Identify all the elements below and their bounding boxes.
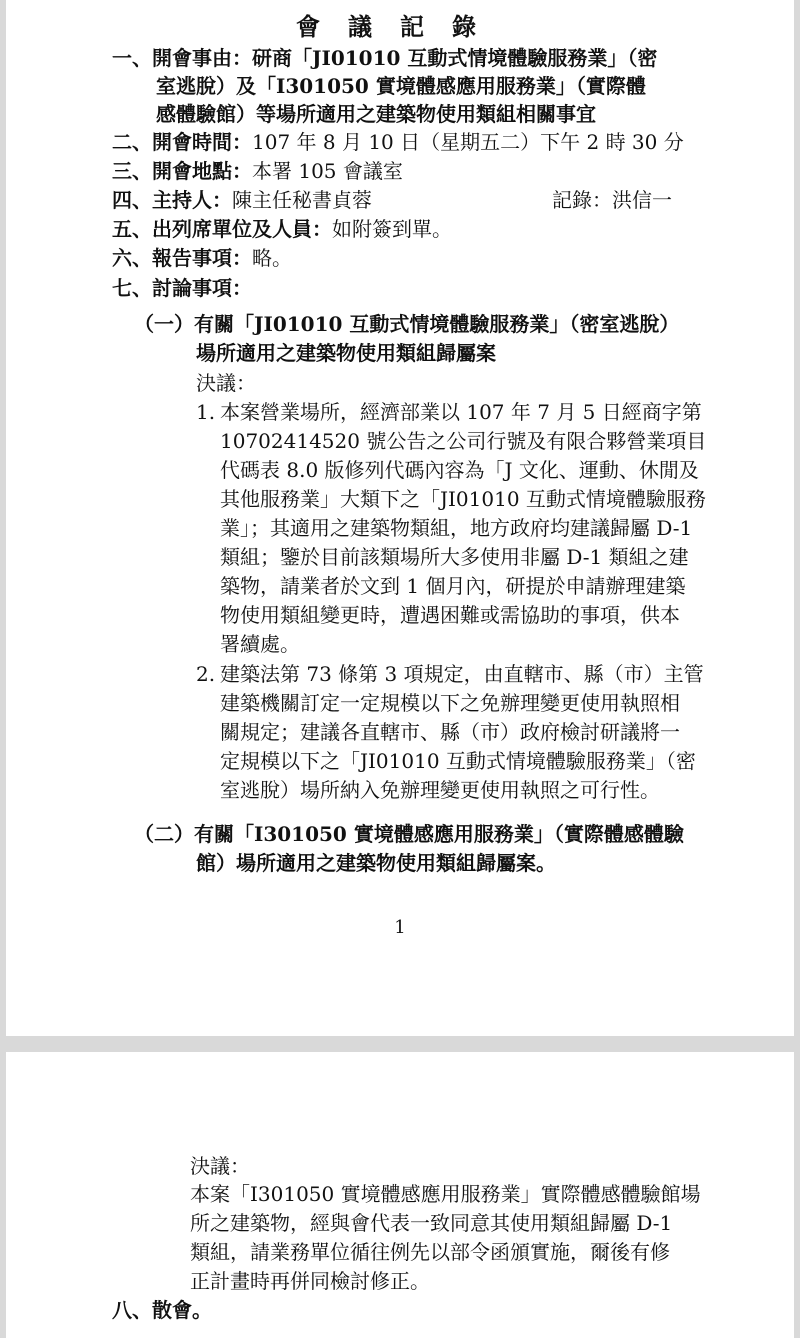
discussion-2-title-line-2: 館）場所適用之建築物使用類組歸屬案。: [196, 851, 556, 875]
discussion-2-resolution-label: 決議：: [190, 1154, 250, 1178]
discussion-1-line-1: [134, 310, 679, 338]
item-2-value: 107 年 8 月 10 日（星期五二）下午 2 時 30 分: [252, 130, 684, 154]
point-2-line: 室逃脫）場所納入免辦理變更使用執照之可行性。: [220, 778, 660, 802]
point-2-line: 建築機關訂定一定規模以下之免辦理變更使用執照相: [220, 691, 680, 715]
item-6-label: 報告事項：: [152, 246, 252, 270]
item-5-label: 出列席單位及人員：: [152, 217, 332, 241]
item-5-number: 五、: [112, 217, 152, 241]
item-3-value: 本署 105 會議室: [252, 159, 403, 183]
page-number: 1: [394, 917, 406, 938]
document-page-2: [6, 1052, 794, 1338]
item-1-text-line-1: 研商「JI01010 互動式情境體驗服務業」（密: [252, 46, 658, 70]
point-2-line: 建築法第 73 條第 3 項規定，由直轄市、縣（市）主管: [220, 662, 704, 686]
point-2-number: 2.: [196, 662, 216, 686]
page-title: 會議記錄: [296, 12, 504, 41]
item-2-label: 開會時間：: [152, 130, 252, 154]
point-2-line: 定規模以下之「JI01010 互動式情境體驗服務業」（密: [220, 749, 696, 773]
discussion-1-number: （一）: [134, 312, 194, 336]
item-1-line-1: [112, 44, 657, 72]
item-1-text-line-3: 感體驗館）等場所適用之建築物使用類組相關事宜: [156, 102, 596, 126]
item-7: [112, 274, 252, 302]
item-4-label: 主持人：: [152, 188, 232, 212]
point-1-line: 本案營業場所，經濟部業以 107 年 7 月 5 日經商字第: [220, 400, 702, 424]
item-1-number: 一、: [112, 46, 152, 70]
discussion-1-title-line-2: 場所適用之建築物使用類組歸屬案: [196, 341, 496, 365]
point-2-line: 關規定；建議各直轄市、縣（市）政府檢討研議將一: [220, 720, 680, 744]
discussion-2-title-line-1: 有關「I301050 實境體感應用服務業」（實際體感體驗: [194, 822, 684, 846]
item-1-label: 開會事由：: [152, 46, 252, 70]
item-8: [112, 1296, 212, 1324]
point-1-number: 1.: [196, 400, 216, 424]
item-8-number: 八、: [112, 1298, 152, 1322]
discussion-1-resolution-label: 決議：: [196, 371, 256, 395]
point-1-line: 代碼表 8.0 版修列代碼內容為「J 文化、運動、休閒及: [220, 458, 699, 482]
item-7-label: 討論事項：: [152, 276, 252, 300]
item-5: [112, 215, 452, 243]
item-8-label: 散會。: [152, 1298, 212, 1322]
item-6-value: 略。: [252, 246, 292, 270]
item-3: [112, 157, 403, 185]
item-2-number: 二、: [112, 130, 152, 154]
resolution-2-line: 類組，請業務單位循往例先以部令函頒實施，爾後有修: [190, 1240, 670, 1264]
discussion-2-line-1: [134, 820, 684, 848]
item-7-number: 七、: [112, 276, 152, 300]
item-6: [112, 244, 292, 272]
resolution-2-line: 本案「I301050 實境體感應用服務業」實際體感體驗館場: [190, 1182, 701, 1206]
discussion-1-title-line-1: 有關「JI01010 互動式情境體驗服務業」（密室逃脫）: [194, 312, 680, 336]
item-1-text-line-2: 室逃脫）及「I301050 實境體感應用服務業」（實際體: [156, 74, 646, 98]
point-1-line: 類組；鑒於目前該類場所大多使用非屬 D-1 類組之建: [220, 545, 689, 569]
point-1-line: 物使用類組變更時，遭遇困難或需協助的事項，供本: [220, 603, 680, 627]
point-1-line: 築物，請業者於文到 1 個月內，研提於申請辦理建築: [220, 574, 686, 598]
point-1-line: 10702414520 號公告之公司行號及有限合夥營業項目: [220, 429, 707, 453]
item-4-value: 陳主任秘書貞蓉: [232, 188, 372, 212]
point-1-line: 業」；其適用之建築物類組，地方政府均建議歸屬 D-1: [220, 516, 693, 540]
point-1-line: 署續處。: [220, 632, 300, 656]
discussion-2-number: （二）: [134, 822, 194, 846]
item-4: [112, 186, 372, 214]
item-3-number: 三、: [112, 159, 152, 183]
resolution-2-line: 所之建築物，經與會代表一致同意其使用類組歸屬 D-1: [190, 1211, 673, 1235]
item-5-value: 如附簽到單。: [332, 217, 452, 241]
item-6-number: 六、: [112, 246, 152, 270]
point-1-line: 其他服務業」大類下之「JI01010 互動式情境體驗服務: [220, 487, 706, 511]
item-4-number: 四、: [112, 188, 152, 212]
item-3-label: 開會地點：: [152, 159, 252, 183]
item-2: [112, 128, 684, 156]
recorder: 記錄：洪信一: [552, 188, 672, 212]
document-page-1: [6, 0, 794, 1036]
resolution-2-line: 正計畫時再併同檢討修正。: [190, 1269, 430, 1293]
